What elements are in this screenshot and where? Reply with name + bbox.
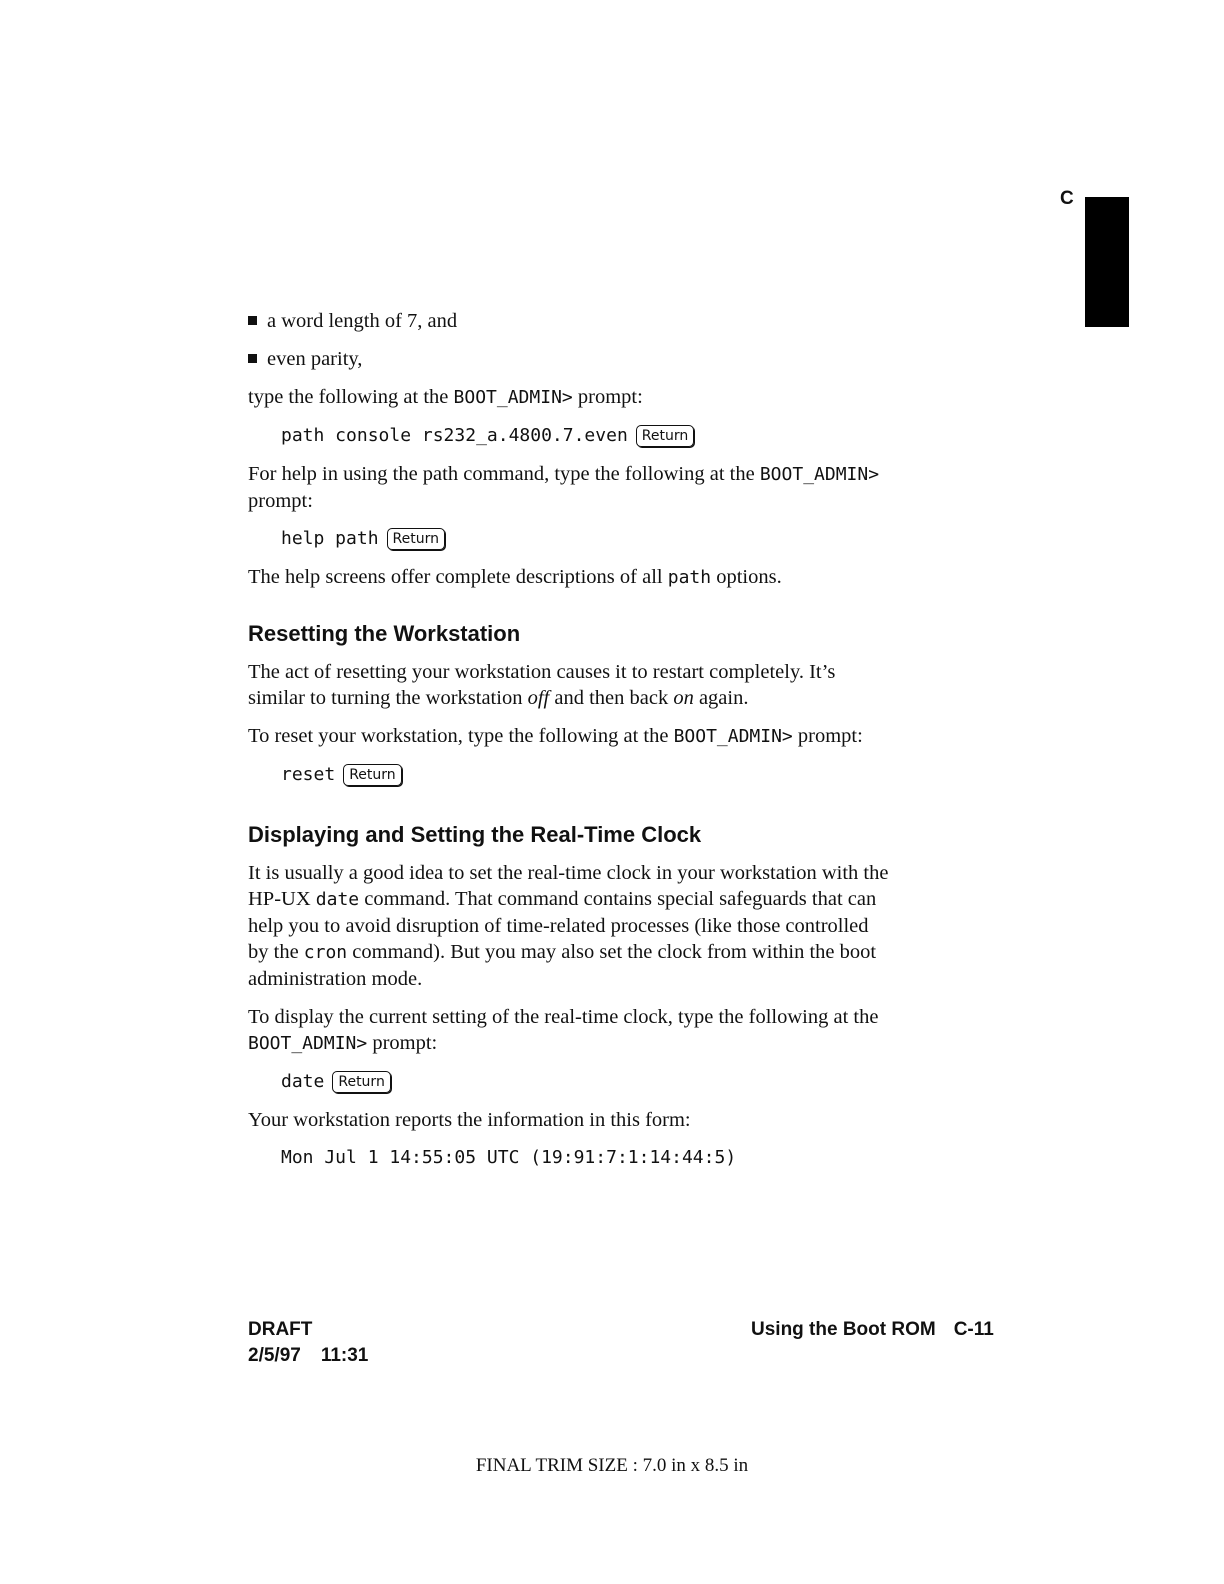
return-key-icon: Return [332,1071,390,1093]
trim-size-note: FINAL TRIM SIZE : 7.0 in x 8.5 in [475,1455,749,1476]
command-path-console: path console rs232_a.4800.7.even Return [248,423,1008,449]
page-number: C-11 [953,1319,994,1340]
help-paragraph: For help in using the path command, type the following at the BOOT_ADMIN> prompt: [248,463,880,512]
intro-paragraph: type the following at the BOOT_ADMIN> prompt: [248,386,643,408]
reset-instruction-paragraph: To reset your workstation, type the following at the BOOT_ADMIN> prompt: [248,725,863,747]
chapter-tab-marker [1085,197,1129,327]
chapter-tab-letter: C [1060,188,1074,209]
help-screens-paragraph: The help screens offer complete descriptions of all path options. [248,566,782,588]
clock-description-paragraph: It is usually a good idea to set the real-time clock in your workstation with the HP-UX date command. That command contains special safeguards that can help you to avoid disruption of time-related processes (like those controlled by the cron command). But you may also set the clock from within the boot administration mode. [248,862,889,990]
report-form-paragraph: Your workstation reports the information in this form: [248,1109,691,1131]
section-heading-clock: Displaying and Setting the Real-Time Clock [248,822,702,847]
reset-description-paragraph: The act of resetting your workstation causes it to restart completely. It’s similar to turning the workstation off and then back on again. [248,661,836,709]
return-key-icon: Return [387,528,445,550]
bullet-item: even parity, [248,346,1008,372]
draft-label: DRAFT [248,1319,313,1340]
clock-instruction-paragraph: To display the current setting of the real-time clock, type the following at the BOOT_ADMIN> prompt: [248,1006,879,1054]
page-body [248,306,1008,1171]
command-help-path: help path Return [248,526,1008,552]
return-key-icon: Return [343,764,401,786]
date-output-example: Mon Jul 1 14:55:05 UTC (19:91:7:1:14:44:5) [281,1147,737,1168]
bullet-square-icon [248,316,257,325]
bullet-square-icon [248,354,257,363]
footer-draft-stamp [248,1317,368,1369]
running-title: Using the Boot ROM [751,1319,936,1340]
bullet-item: a word length of 7, and [248,308,1008,334]
footer-running-title [751,1317,994,1343]
command-date: date Return [248,1069,1008,1095]
command-reset: reset Return [248,762,1008,788]
draft-datetime: 2/5/97 11:31 [248,1345,369,1366]
section-heading-resetting: Resetting the Workstation [248,621,521,646]
return-key-icon: Return [636,425,694,447]
